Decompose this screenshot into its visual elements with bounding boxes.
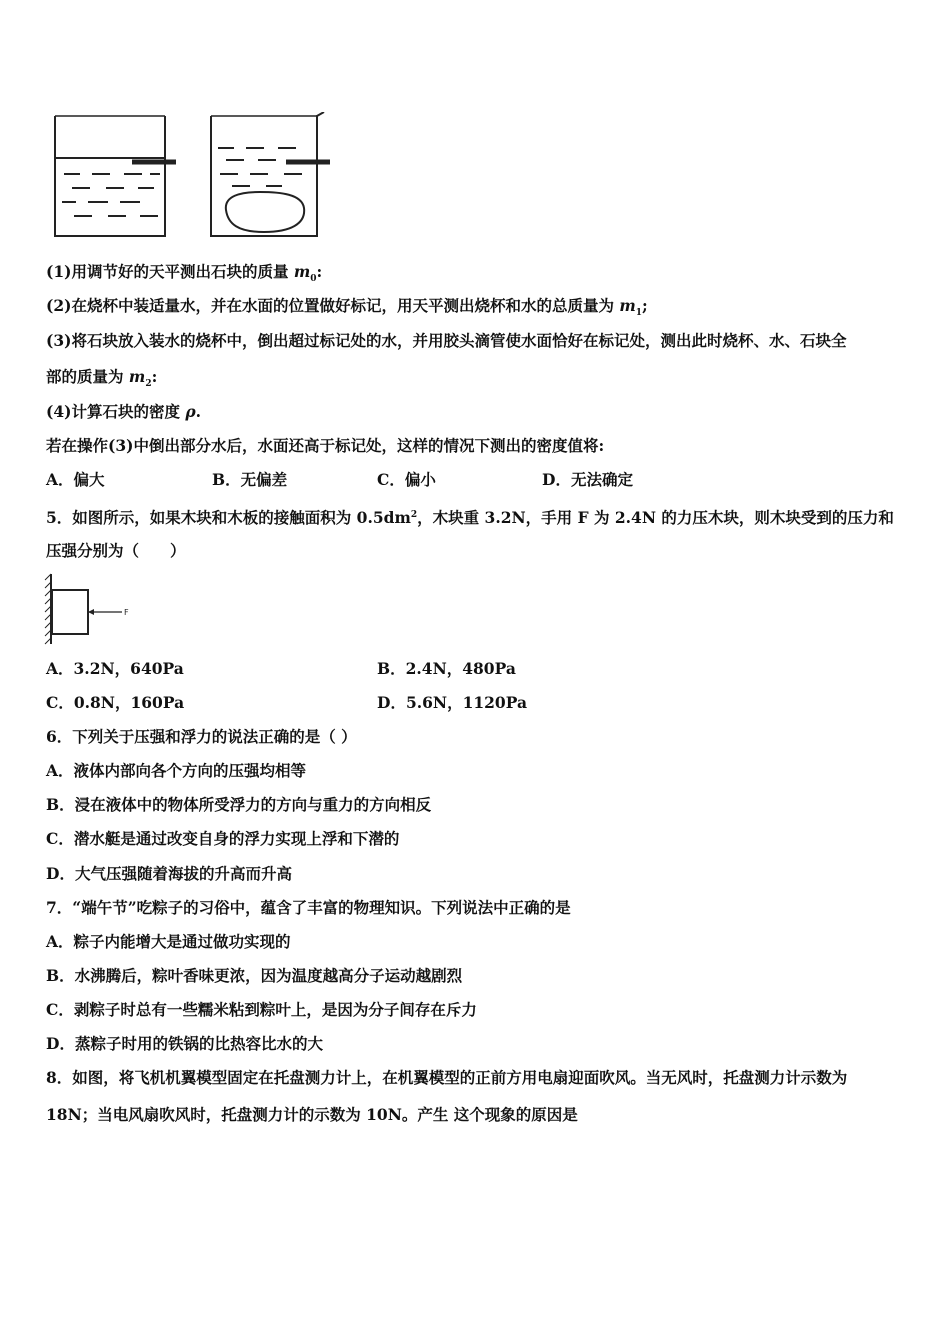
q4-prompt: 若在操作(3)中倒出部分水后，水面还高于标记处，这样的情况下测出的密度值将: — [46, 436, 605, 455]
step-3-line2: 部的质量为 $m_2$: — [46, 367, 158, 390]
beaker-left — [55, 116, 176, 236]
q6-option-b: B．浸在液体中的物体所受浮力的方向与重力的方向相反 — [46, 795, 432, 814]
q5-option-c: C．0.8N，160Pa — [46, 693, 185, 712]
step-2: (2)在烧杯中装适量水，并在水面的位置做好标记，用天平测出烧杯和水的总质量为 $m_1$; — [46, 296, 648, 319]
q5-stem-line2: 压强分别为（ ） — [46, 541, 186, 560]
q4-option-b: B．无偏差 — [212, 470, 288, 489]
q7-option-c: C．剥粽子时总有一些糯米粘到粽叶上，是因为分子间存在斥力 — [46, 1000, 477, 1019]
q5-option-d: D．5.6N，1120Pa — [377, 693, 527, 712]
q7-stem: 7．“端午节”吃粽子的习俗中，蕴含了丰富的物理知识。下列说法中正确的是 — [46, 898, 571, 917]
q6-option-a: A．液体内部向各个方向的压强均相等 — [46, 761, 307, 780]
q7-option-d: D．蒸粽子时用的铁锅的比热容比水的大 — [46, 1034, 323, 1053]
q4-option-c: C．偏小 — [377, 470, 436, 489]
q4-option-a: A．偏大 — [46, 470, 105, 489]
q6-option-d: D．大气压强随着海拔的升高而升高 — [46, 864, 292, 883]
q4-option-d: D．无法确定 — [542, 470, 633, 489]
step-3-line1: (3)将石块放入装水的烧杯中，倒出超过标记处的水，并用胶头滴管使水面恰好在标记处，测出此时烧杯、水、石块全 — [46, 331, 847, 350]
q5-stem-line1: 5．如图所示，如果木块和木板的接触面积为 $0.5dm^2$，木块重 3.2N，手用 F 为 2.4N 的力压木块，则木块受到的压力和 — [46, 508, 894, 528]
q6-option-c: C．潜水艇是通过改变自身的浮力实现上浮和下潜的 — [46, 829, 400, 848]
q7-option-b: B．水沸腾后，粽叶香味更浓，因为温度越高分子运动越剧烈 — [46, 966, 463, 985]
step-4: (4)计算石块的密度 ρ. — [46, 402, 202, 421]
step-1: (1)用调节好的天平测出石块的质量 $m_0$: — [46, 262, 323, 285]
block-force-figure — [44, 572, 134, 646]
q8-stem-line1: 8．如图，将飞机机翼模型固定在托盘测力计上，在机翼模型的正前方用电扇迎面吹风。当无风时，托盘测力计示数为 — [46, 1068, 848, 1087]
beaker-figure — [50, 112, 330, 240]
q5-option-a: A．3.2N，640Pa — [46, 659, 184, 678]
beaker-right — [211, 112, 330, 236]
q6-stem: 6．下列关于压强和浮力的说法正确的是（ ） — [46, 727, 357, 746]
stone — [226, 192, 304, 232]
q7-option-a: A．粽子内能增大是通过做功实现的 — [46, 932, 291, 951]
wood-block — [52, 590, 88, 634]
q5-option-b: B．2.4N，480Pa — [377, 659, 516, 678]
force-label: F — [124, 608, 129, 617]
q8-stem-line2: 18N；当电风扇吹风时，托盘测力计的示数为 10N。产生 这个现象的原因是 — [46, 1105, 578, 1124]
